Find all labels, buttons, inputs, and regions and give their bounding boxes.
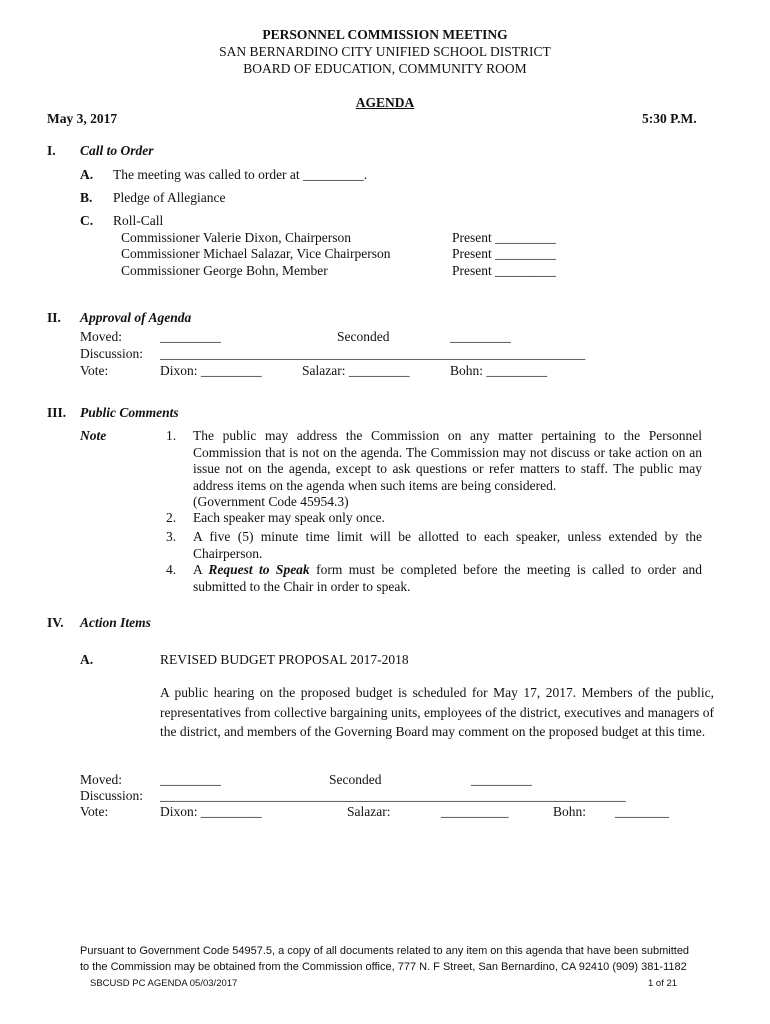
item-1c-letter: C.	[80, 213, 94, 228]
item-1c-text: Roll-Call	[113, 213, 164, 228]
action-vote-label: Vote:	[80, 804, 109, 819]
moved-label: Moved:	[80, 329, 122, 344]
action-vote-dixon: Dixon: _________	[160, 804, 262, 819]
section-3-title: Public Comments	[80, 405, 179, 420]
vote-bohn: Bohn: _________	[450, 363, 548, 378]
comment-1-number: 1.	[166, 428, 177, 443]
action-vote-bohn-blank: ________	[615, 804, 669, 819]
roll-name-salazar: Commissioner Michael Salazar, Vice Chairperson	[121, 246, 391, 261]
section-3-number: III.	[47, 405, 67, 420]
district-name: SAN BERNARDINO CITY UNIFIED SCHOOL DISTRICT	[219, 44, 551, 59]
meeting-date: May 3, 2017	[47, 111, 118, 126]
action-vote-salazar: Salazar:	[347, 804, 391, 819]
meeting-location: BOARD OF EDUCATION, COMMUNITY ROOM	[243, 61, 527, 76]
section-1-number: I.	[47, 143, 56, 158]
moved-blank: _________	[160, 329, 221, 344]
roll-name-bohn: Commissioner George Bohn, Member	[121, 263, 328, 278]
agenda-heading: AGENDA	[355, 95, 415, 110]
comment-4-number: 4.	[166, 562, 177, 577]
section-2-number: II.	[47, 310, 61, 325]
meeting-title: PERSONNEL COMMISSION MEETING	[262, 27, 508, 42]
item-1a-letter: A.	[80, 167, 94, 182]
action-seconded-blank: _________	[471, 772, 532, 787]
discussion-blank: _______________________________________________________________	[160, 346, 586, 361]
footer-notice-line2: to the Commission may be obtained from the Commission office, 777 N. F Street, San Bernardino, CA 92410 (909) 381-1182	[80, 961, 687, 973]
item-4a-title: REVISED BUDGET PROPOSAL 2017-2018	[160, 652, 409, 667]
action-discussion-label: Discussion:	[80, 788, 144, 803]
request-to-speak: Request to Speak	[208, 562, 310, 577]
seconded-label: Seconded	[337, 329, 390, 344]
section-1-title: Call to Order	[80, 143, 154, 158]
vote-dixon: Dixon: _________	[160, 363, 262, 378]
comment-4-text	[193, 562, 702, 595]
action-seconded-label: Seconded	[329, 772, 382, 787]
roll-name-dixon: Commissioner Valerie Dixon, Chairperson	[121, 230, 351, 245]
roll-status-salazar: Present _________	[452, 246, 556, 261]
comment-2-number: 2.	[166, 510, 177, 525]
section-4-number: IV.	[47, 615, 64, 630]
comment-4-post: form must be completed before the meeting is called to order and submitted to the Chair in order to speak.	[193, 562, 702, 594]
section-2-title: Approval of Agenda	[80, 310, 192, 325]
comment-3-text: A five (5) minute time limit will be allotted to each speaker, unless extended by the Chairperson.	[193, 529, 702, 561]
roll-status-dixon: Present _________	[452, 230, 556, 245]
item-4a-letter: A.	[80, 652, 94, 667]
comment-3-number: 3.	[166, 529, 177, 544]
item-4a-body: A public hearing on the proposed budget is scheduled for May 17, 2017. Members of the public, representatives from collective bargaining units, employees of the district, executives and managers of the district, and members of the Governing Board may comment on the proposed budget at this time.	[160, 685, 714, 739]
roll-status-bohn: Present _________	[452, 263, 556, 278]
footer-doc-id: SBCUSD PC AGENDA 05/03/2017	[90, 978, 238, 989]
seconded-blank: _________	[450, 329, 511, 344]
item-1b-letter: B.	[80, 190, 93, 205]
item-1b-text: Pledge of Allegiance	[113, 190, 226, 205]
page-number: 1 of 21	[648, 978, 678, 989]
comment-2-text: Each speaker may speak only once.	[193, 510, 385, 525]
government-code: (Government Code 45954.3)	[193, 494, 349, 509]
vote-label: Vote:	[80, 363, 109, 378]
action-discussion-blank: _____________________________________________________________________	[160, 788, 626, 803]
action-vote-bohn: Bohn:	[553, 804, 587, 819]
action-moved-blank: _________	[160, 772, 221, 787]
item-1a-text: The meeting was called to order at _________.	[113, 167, 368, 182]
action-moved-label: Moved:	[80, 772, 122, 787]
discussion-label: Discussion:	[80, 346, 144, 361]
action-vote-salazar-blank: __________	[441, 804, 509, 819]
note-label: Note	[80, 428, 107, 443]
footer-notice-line1: Pursuant to Government Code 54957.5, a copy of all documents related to any item on this agenda that have been submitted	[80, 945, 690, 957]
meeting-time: 5:30 P.M.	[642, 111, 697, 126]
vote-salazar: Salazar: _________	[302, 363, 410, 378]
comment-4-pre: A	[193, 562, 209, 577]
section-4-title: Action Items	[80, 615, 151, 630]
comment-1-text: The public may address the Commission on any matter pertaining to the Personnel Commission that is not on the agenda. The Commission may not discuss or take action on an issue not on the agenda, except to ask questions or refer matters to staff. The public may address items on the agenda when such items are being considered.	[193, 428, 702, 493]
